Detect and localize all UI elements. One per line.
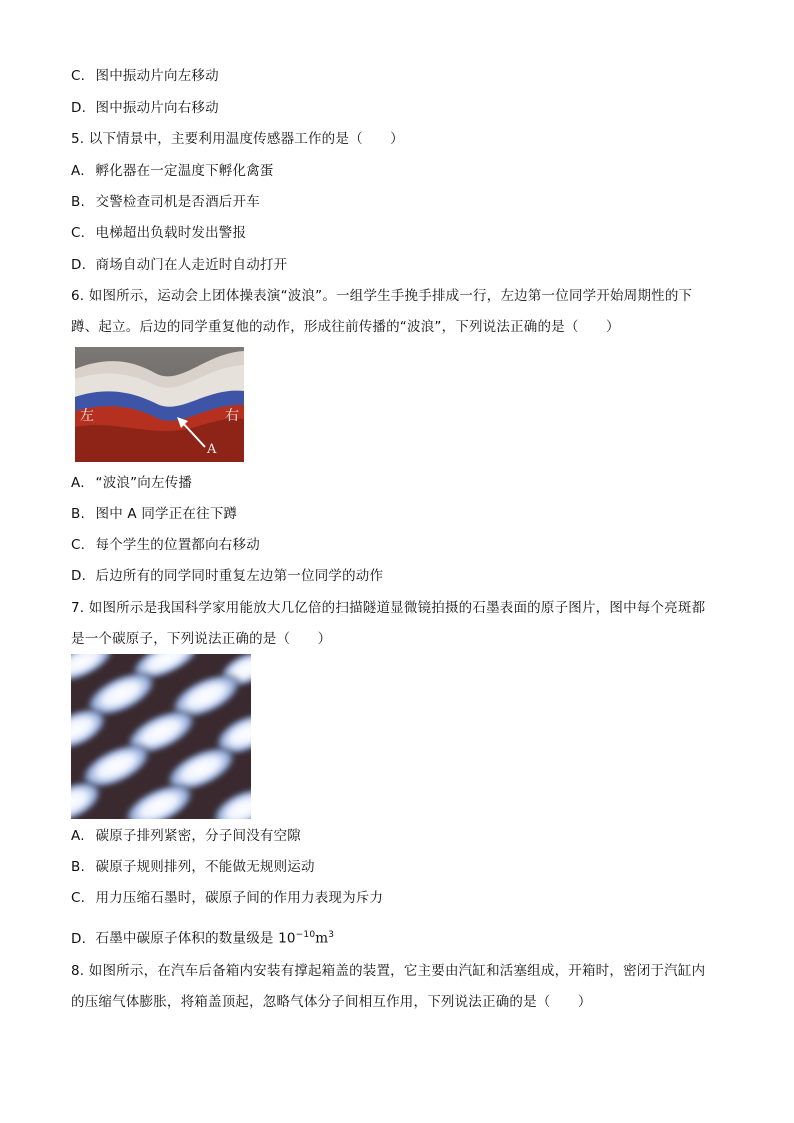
graphite-atoms-photo	[71, 654, 251, 819]
option-letter: B.	[71, 506, 85, 522]
q5-option-d	[71, 256, 287, 274]
q5-option-a	[71, 162, 274, 180]
option-text: 后边所有的同学同时重复左边第一位同学的动作	[95, 568, 384, 584]
wave-label-right: 右	[225, 408, 239, 424]
option-text: 用力压缩石墨时，碳原子间的作用力表现为斥力	[95, 890, 384, 906]
option-letter: A.	[71, 163, 85, 179]
option-letter: C.	[71, 890, 86, 906]
option-text: 图中 A 同学正在往下蹲	[95, 506, 238, 522]
option-text: “波浪”向左传播	[95, 475, 193, 491]
option-letter: D.	[71, 568, 87, 584]
exponent: −10	[295, 930, 316, 940]
q7-option-c	[71, 889, 383, 907]
q7-option-b	[71, 858, 315, 876]
option-letter: A.	[71, 475, 85, 491]
option-letter: B.	[71, 859, 85, 875]
q7-stem-line1: 7. 如图所示是我国科学家用能放大几亿倍的扫描隧道显微镜拍摄的石墨表面的原子图片，图中每个亮斑都	[71, 600, 706, 616]
option-letter: C.	[71, 537, 86, 553]
q5-option-b	[71, 193, 260, 211]
option-text: 图中振动片向右移动	[95, 100, 219, 116]
q6-option-c	[71, 536, 260, 554]
option-letter: D.	[71, 930, 87, 947]
q7-stem-line2: 是一个碳原子，下列说法正确的是（ ）	[71, 631, 332, 647]
wave-label-left: 左	[80, 408, 94, 424]
q7-option-a	[71, 827, 301, 845]
q6-option-a	[71, 474, 192, 492]
q6-option-b	[71, 505, 237, 523]
option-letter: C.	[71, 225, 86, 241]
option-text: 每个学生的位置都向右移动	[95, 537, 260, 553]
option-letter: D.	[71, 257, 87, 273]
wave-label-point: A	[207, 442, 217, 457]
option-text: 孵化器在一定温度下孵化禽蛋	[95, 163, 274, 179]
q4-option-c	[71, 67, 219, 85]
option-letter: C.	[71, 68, 86, 84]
unit: m	[315, 930, 329, 947]
option-letter: B.	[71, 194, 85, 210]
option-letter: A.	[71, 828, 85, 844]
option-text: 图中振动片向左移动	[95, 68, 219, 84]
q5-option-c	[71, 224, 246, 242]
option-text: 交警检查司机是否酒后开车	[95, 194, 260, 210]
q8-stem-line1: 8. 如图所示，在汽车后备箱内安装有撑起箱盖的装置，它主要由汽缸和活塞组成，开箱时，密闭于汽缸内	[71, 963, 706, 979]
option-text: 商场自动门在人走近时自动打开	[95, 257, 288, 273]
graphite-atoms-graphic	[71, 654, 251, 819]
option-text: 石墨中碳原子体积的数量级是 10	[95, 930, 296, 947]
option-text: 碳原子规则排列，不能做无规则运动	[95, 859, 315, 875]
option-text: 电梯超出负载时发出警报	[95, 225, 247, 241]
unit-exponent: 3	[328, 930, 335, 940]
q6-stem-line2: 蹲、起立。后边的同学重复他的动作，形成往前传播的“波浪”，下列说法正确的是（ ）	[71, 319, 620, 335]
q5-stem: 5. 以下情景中，主要利用温度传感器工作的是（ ）	[71, 131, 404, 147]
wave-photo-graphic	[75, 347, 244, 462]
option-text: 碳原子排列紧密，分子间没有空隙	[95, 828, 301, 844]
option-letter: D.	[71, 100, 87, 116]
wave-photo	[75, 347, 244, 462]
q7-option-d	[71, 926, 334, 948]
q6-option-d	[71, 567, 383, 585]
q8-stem-line2: 的压缩气体膨胀，将箱盖顶起，忽略气体分子间相互作用，下列说法正确的是（ ）	[71, 994, 592, 1010]
q4-option-d	[71, 99, 219, 117]
q6-stem-line1: 6. 如图所示，运动会上团体操表演“波浪”。一组学生手挽手排成一行，左边第一位同学开始周期性的下	[71, 288, 693, 304]
